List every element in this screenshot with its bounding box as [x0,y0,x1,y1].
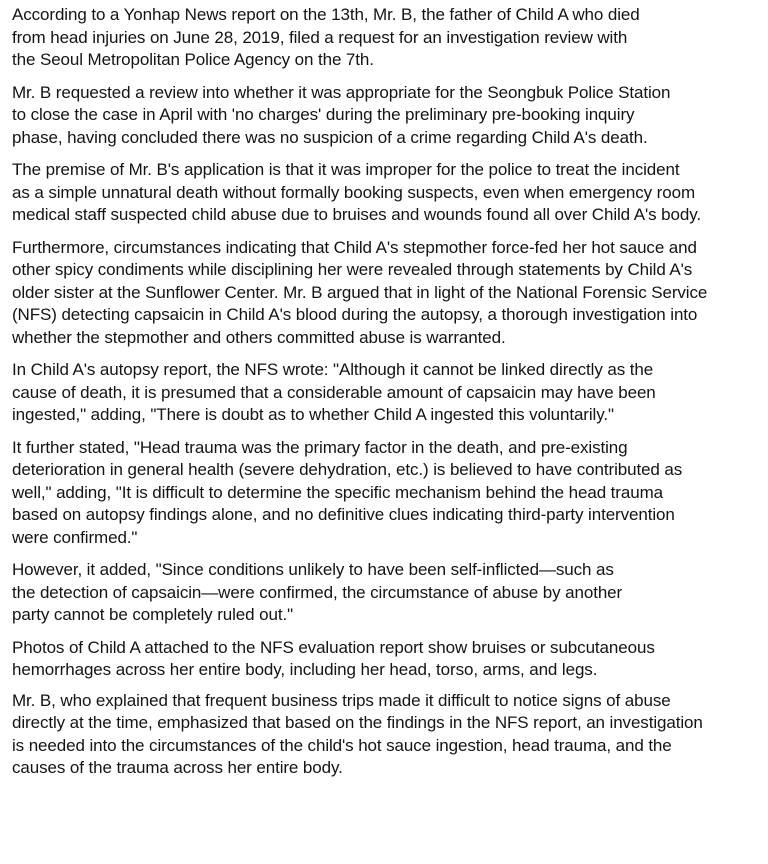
text-line: based on autopsy findings alone, and no definitive clues indicating third-party intervention [12,505,675,524]
paragraph-1 [12,4,756,72]
text-line: Mr. B requested a review into whether it was appropriate for the Seongbuk Police Station [12,82,671,102]
text-line: hemorrhages across her entire body, including her head, torso, arms, and legs. [12,660,598,679]
paragraph-5 [12,359,756,427]
text-line: phase, having concluded there was no suspicion of a crime regarding Child A's death. [12,127,648,147]
text-line: causes of the trauma across her entire body. [12,758,343,777]
text-line: the Seoul Metropolitan Police Agency on the 7th. [12,50,374,69]
text-line: other spicy condiments while disciplining her were revealed through statements by Child A's [12,260,693,279]
text-line: older sister at the Sunflower Center. Mr. B argued that in light of the National Forensic Service [12,282,708,302]
text-line: whether the stepmother and others committed abuse is warranted. [12,327,506,347]
paragraph-4 [12,237,756,350]
text-line: It further stated, "Head trauma was the primary factor in the death, and pre-existing [12,437,628,457]
text-line: Photos of Child A attached to the NFS evaluation report show bruises or subcutaneous [12,637,655,657]
text-line: from head injuries on June 28, 2019, filed a request for an investigation review with [12,27,628,47]
paragraph-3 [12,159,756,227]
text-line: is needed into the circumstances of the child's hot sauce ingestion, head trauma, and the [12,735,672,755]
text-line: deterioration in general health (severe dehydration, etc.) is believed to have contributed as [12,460,683,479]
text-line: According to a Yonhap News report on the 13th, Mr. B, the father of Child A who died [12,5,640,24]
text-line: directly at the time, emphasized that based on the findings in the NFS report, an investigation [12,713,703,732]
text-line: Furthermore, circumstances indicating that Child A's stepmother force-fed her hot sauce and [12,237,697,257]
paragraph-6 [12,437,756,550]
text-line: party cannot be completely ruled out." [12,605,294,624]
text-line: Mr. B, who explained that frequent business trips made it difficult to notice signs of abuse [12,690,671,710]
paragraph-2 [12,82,756,150]
text-line: as a simple unnatural death without formally booking suspects, even when emergency room [12,182,696,202]
text-line: The premise of Mr. B's application is that it was improper for the police to treat the incident [12,160,680,179]
text-line: However, it added, "Since conditions unlikely to have been self-inflicted—such as [12,560,614,579]
text-line: were confirmed." [12,527,138,547]
text-line: cause of death, it is presumed that a considerable amount of capsaicin may have been [12,382,656,402]
text-line: the detection of capsaicin—were confirmed, the circumstance of abuse by another [12,582,623,602]
text-line: well," adding, "It is difficult to determine the specific mechanism behind the head trauma [12,482,663,502]
paragraph-9 [12,690,756,780]
paragraph-7 [12,559,756,627]
paragraph-8 [12,637,756,682]
text-line: In Child A's autopsy report, the NFS wrote: "Although it cannot be linked directly as the [12,360,654,379]
text-line: (NFS) detecting capsaicin in Child A's blood during the autopsy, a thorough investigation into [12,305,698,324]
text-line: to close the case in April with 'no charges' during the preliminary pre-booking inquiry [12,105,635,124]
text-line: medical staff suspected child abuse due to bruises and wounds found all over Child A's body. [12,205,701,224]
text-line: ingested," adding, "There is doubt as to whether Child A ingested this voluntarily." [12,405,614,424]
